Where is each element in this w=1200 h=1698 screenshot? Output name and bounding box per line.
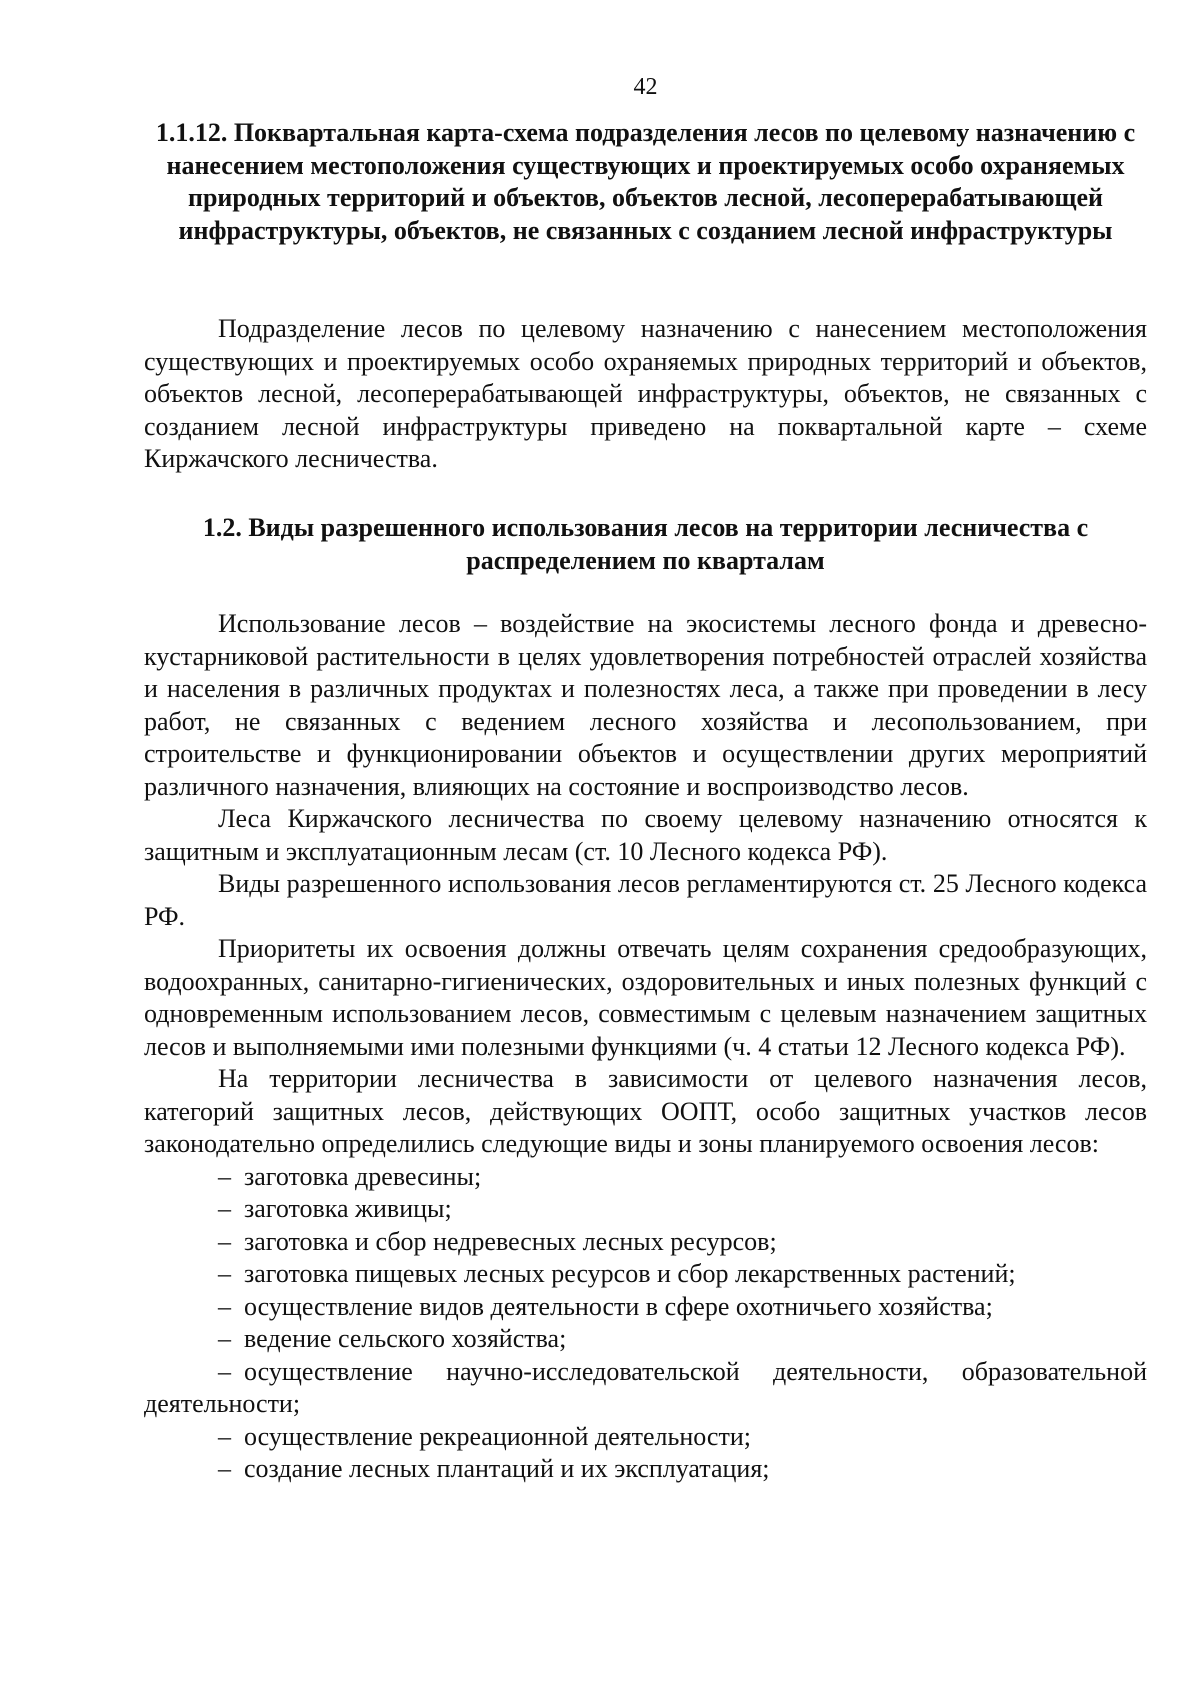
paragraph: На территории лесничества в зависимости от целевого назначения лесов, категорий защитных лесов, действующих ООПТ, особо защитных участков лесов законодательно определились следующие виды и зоны планируемого освоения лесов: xyxy=(144,1064,1147,1158)
list-marker: – xyxy=(218,1259,231,1288)
paragraph: Использование лесов – воздействие на экосистемы лесного фонда и древесно-кустарниковой растительности в целях удовлетворения потребностей отраслей хозяйства и населения в различных продуктах и полезностях леса, а также при проведении в лесу работ, не связанных с ведением лесного хозяйства и лесопользованием, при строительстве и функционировании объектов и осуществлении других мероприятий различного назначения, влияющих на состояние и воспроизводство лесов. xyxy=(144,609,1147,801)
section-1-1-12-body xyxy=(144,313,1147,476)
list-item-text: заготовка пищевых лесных ресурсов и сбор лекарственных растений; xyxy=(244,1259,1016,1288)
list-item xyxy=(144,1421,1147,1454)
list-item-text: осуществление рекреационной деятельности; xyxy=(244,1421,751,1451)
list-item xyxy=(144,1323,1147,1356)
list-marker: – xyxy=(218,1161,231,1191)
list-marker: – xyxy=(218,1421,231,1451)
list-item xyxy=(144,1258,1147,1291)
list-marker: – xyxy=(218,1226,231,1256)
list-item-text: заготовка и сбор недревесных лесных ресурсов; xyxy=(244,1226,777,1256)
paragraph: Виды разрешенного использования лесов регламентируются ст. 25 Лесного кодекса РФ. xyxy=(144,869,1147,931)
list-marker: – xyxy=(218,1324,231,1353)
page-number: 42 xyxy=(633,74,658,100)
list-item xyxy=(144,1453,1147,1486)
list-marker: – xyxy=(218,1454,231,1483)
list-marker: – xyxy=(218,1194,231,1223)
list-item xyxy=(144,1161,1147,1194)
section-heading-1-1-12: 1.1.12. Поквартальная карта-схема подразделения лесов по целевому назначению с нанесением местоположения существующих и проектируемых особо охраняемых природных территорий и объектов, объектов лесной, лесоперерабатывающей инфраструктуры, объектов, не связанных с созданием лесной инфраструктуры xyxy=(155,118,1136,245)
section-heading-1-2: 1.2. Виды разрешенного использования лесов на территории лесничества с распределением по кварталам xyxy=(202,513,1089,575)
list-item-text: заготовка древесины; xyxy=(244,1161,482,1191)
list-item-text: ведение сельского хозяйства; xyxy=(244,1324,567,1353)
list-item-text: заготовка живицы; xyxy=(244,1194,452,1223)
list-item xyxy=(144,1291,1147,1324)
section-1-2-body xyxy=(144,608,1147,1486)
paragraph: Леса Киржачского лесничества по своему целевому назначению относятся к защитным и эксплуатационным лесам (ст. 10 Лесного кодекса РФ). xyxy=(144,804,1147,866)
list-marker: – xyxy=(218,1356,231,1386)
list-item xyxy=(144,1226,1147,1259)
list-marker: – xyxy=(218,1291,231,1321)
paragraph: Приоритеты их освоения должны отвечать целям сохранения средообразующих, водоохранных, санитарно-гигиенических, оздоровительных и иных полезных функций с одновременным использованием лесов, совместимым с целевым назначением защитных лесов и выполняемыми ими полезными функциями (ч. 4 статьи 12 Лесного кодекса РФ). xyxy=(144,934,1147,1061)
list-item xyxy=(144,1193,1147,1226)
list-item-text: создание лесных плантаций и их эксплуатация; xyxy=(244,1454,770,1483)
usage-types-list xyxy=(144,1161,1147,1486)
list-item-text: осуществление научно-исследовательской деятельности, образовательной деятельности; xyxy=(144,1356,1147,1418)
list-item xyxy=(144,1356,1147,1421)
paragraph: Подразделение лесов по целевому назначению с нанесением местоположения существующих и проектируемых особо охраняемых природных территорий и объектов, объектов лесной, лесоперерабатывающей инфраструктуры, объектов, не связанных с созданием лесной инфраструктуры приведено на поквартальной карте – схеме Киржачского лесничества. xyxy=(144,314,1147,473)
list-item-text: осуществление видов деятельности в сфере охотничьего хозяйства; xyxy=(244,1291,993,1321)
